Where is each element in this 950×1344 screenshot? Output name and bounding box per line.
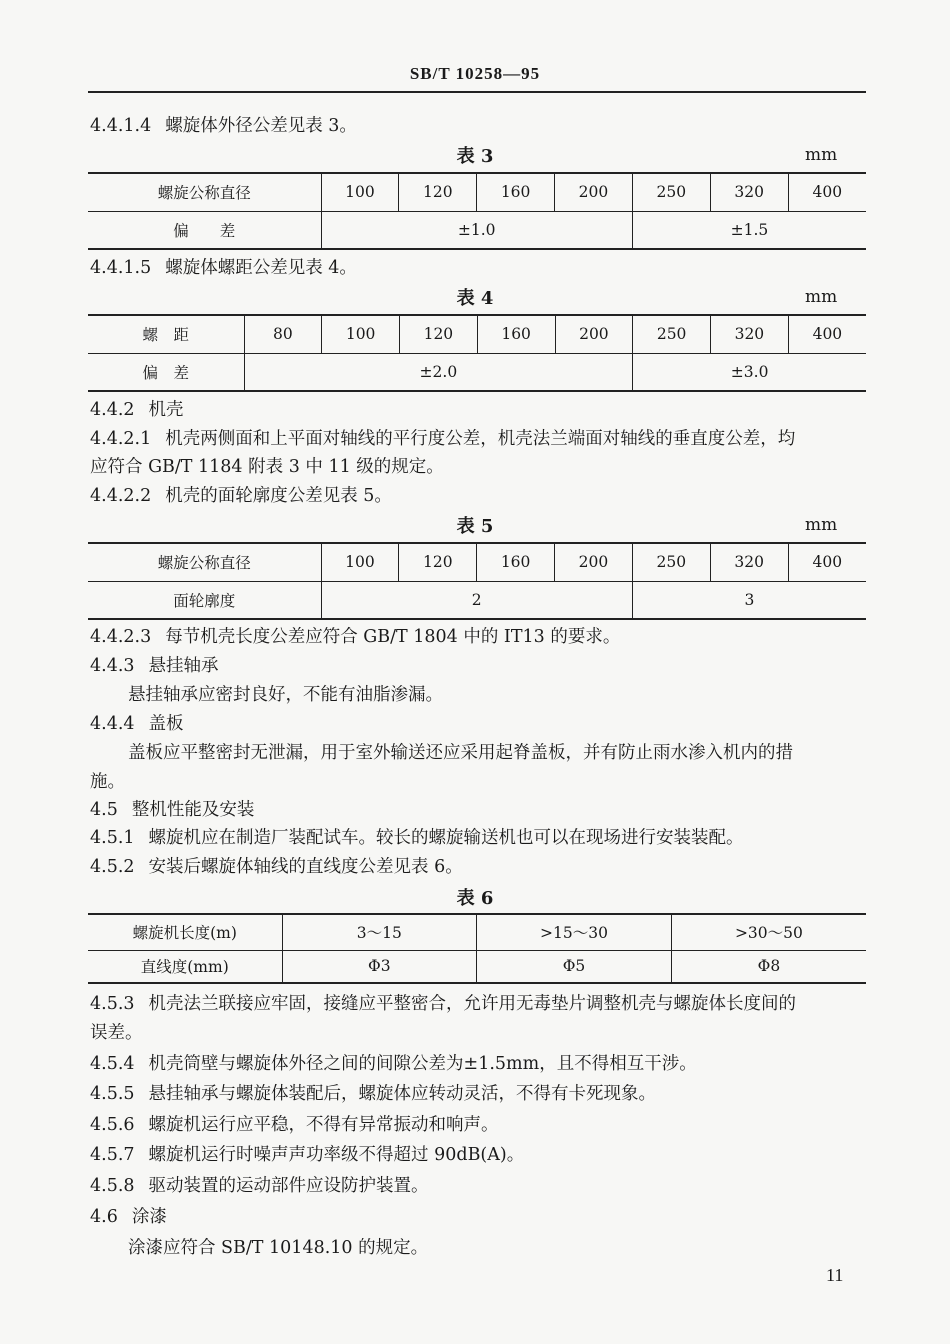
clause-text: 每节机壳长度公差应符合 GB/T 1804 中的 IT13 的要求。 [165,627,621,647]
table-cell: 100 [321,543,399,581]
row-label: 螺旋公称直径 [88,543,321,581]
clause-4-5-7 [90,1144,524,1166]
clause-text: 机壳法兰联接应牢固，接缝应平整密合，允许用无毒垫片调整机壳与螺旋体长度间的 [148,994,797,1014]
table-cell: 250 [632,173,710,211]
clause-4-4-3-body: 悬挂轴承应密封良好，不能有油脂渗漏。 [128,685,443,705]
table-cell: ±1.0 [321,211,632,249]
table-6-caption: 表 6 [456,888,494,909]
table-5 [88,542,866,620]
clause-text: 盖板 [148,714,184,734]
clause-number: 4.5 [90,800,118,820]
table-row [88,950,866,983]
clause-4-5-2 [90,856,463,878]
table-cell: 3 [632,581,866,619]
table-cell: 400 [788,543,866,581]
table-cell: 160 [477,543,555,581]
clause-4-4-2 [90,399,184,421]
table-cell: 400 [788,173,866,211]
table-6 [88,913,866,984]
table-4-unit: mm [805,287,838,307]
clause-text: 机壳的面轮廓度公差见表 5。 [165,486,392,506]
clause-text: 悬挂轴承 [148,656,219,676]
row-label: 面轮廓度 [88,581,321,619]
clause-4-4-4-body-cont: 施。 [90,772,125,792]
clause-text: 机壳 [148,400,184,420]
clause-number: 4.4.2.3 [90,627,152,647]
table-row [88,581,866,619]
clause-4-5-3 [90,993,796,1015]
clause-4-6-body: 涂漆应符合 SB/T 10148.10 的规定。 [128,1238,429,1258]
table-row [88,211,866,249]
clause-text: 机壳两侧面和上平面对轴线的平行度公差，机壳法兰端面对轴线的垂直度公差，均 [165,429,796,449]
table-cell: Φ8 [671,950,866,983]
clause-4-4-4 [90,713,184,735]
clause-text: 整机性能及安装 [131,800,255,820]
row-label: 偏 差 [88,211,321,249]
table-3 [88,172,866,250]
clause-number: 4.4.4 [90,714,135,734]
clause-4-4-1-5 [90,257,357,279]
clause-number: 4.4.2 [90,400,135,420]
clause-number: 4.5.4 [90,1054,135,1074]
clause-text: 驱动装置的运动部件应设防护装置。 [148,1176,429,1196]
clause-4-4-1-4 [90,115,357,137]
clause-4-5-8 [90,1175,429,1197]
clause-text: 机壳筒壁与螺旋体外径之间的间隙公差为±1.5mm，且不得相互干涉。 [148,1054,697,1074]
row-label: 螺旋公称直径 [88,173,321,211]
table-cell: 320 [710,173,788,211]
clause-text: 螺旋机应在制造厂装配试车。较长的螺旋输送机也可以在现场进行安装装配。 [148,828,744,848]
table-cell: 200 [555,543,633,581]
table-cell: 160 [477,315,555,353]
clause-text: 螺旋体外径公差见表 3。 [165,116,357,136]
clause-number: 4.5.2 [90,857,135,877]
row-label: 螺旋机长度(m) [88,914,282,950]
table-cell: Φ3 [282,950,477,983]
table-cell: Φ5 [477,950,672,983]
clause-number: 4.4.3 [90,656,135,676]
table-cell: 200 [555,173,633,211]
table-cell: 400 [788,315,866,353]
row-label: 直线度(mm) [88,950,282,983]
table-4-caption: 表 4 [456,288,494,309]
table-row [88,173,866,211]
clause-text: 螺旋体螺距公差见表 4。 [165,258,357,278]
clause-number: 4.4.1.4 [90,116,152,136]
clause-number: 4.6 [90,1207,118,1227]
table-cell: >30～50 [671,914,866,950]
clause-number: 4.5.6 [90,1115,135,1135]
table-cell: ±3.0 [633,353,866,391]
clause-text: 螺旋机运行时噪声声功率级不得超过 90dB(A)。 [148,1145,525,1165]
clause-4-4-3 [90,655,219,677]
row-label: 偏 差 [88,353,244,391]
clause-4-5-4 [90,1053,697,1075]
table-cell: 80 [244,315,322,353]
table-cell: 100 [322,315,400,353]
clause-4-5-6 [90,1114,499,1136]
clause-4-4-2-3 [90,626,620,648]
clause-4-4-4-body: 盖板应平整密封无泄漏，用于室外输送还应采用起脊盖板，并有防止雨水渗入机内的措 [128,743,793,763]
clause-4-4-2-1-cont: 应符合 GB/T 1184 附表 3 中 11 级的规定。 [90,457,444,477]
clause-number: 4.4.2.1 [90,429,152,449]
table-cell: 200 [555,315,633,353]
table-4 [88,314,866,392]
clause-number: 4.4.2.2 [90,486,152,506]
clause-text: 螺旋机运行应平稳，不得有异常振动和响声。 [148,1115,499,1135]
clause-number: 4.5.5 [90,1084,135,1104]
row-label: 螺 距 [88,315,244,353]
clause-4-5-1 [90,827,744,849]
table-5-unit: mm [805,515,838,535]
clause-number: 4.4.1.5 [90,258,152,278]
clause-text: 悬挂轴承与螺旋体装配后，螺旋体应转动灵活，不得有卡死现象。 [148,1084,657,1104]
table-cell: 120 [399,543,477,581]
table-3-caption: 表 3 [456,146,494,167]
header-rule [88,91,866,93]
clause-4-4-2-1 [90,428,795,450]
table-3-unit: mm [805,145,838,165]
clause-4-5 [90,799,254,821]
clause-text: 涂漆 [131,1207,167,1227]
clause-number: 4.5.1 [90,828,135,848]
table-cell: 120 [399,173,477,211]
table-cell: 3～15 [282,914,477,950]
clause-4-5-3-cont: 误差。 [90,1023,143,1043]
table-row [88,353,866,391]
table-cell: 250 [632,543,710,581]
table-5-caption: 表 5 [456,516,494,537]
clause-4-6 [90,1206,167,1228]
table-cell: 320 [710,543,788,581]
table-row [88,914,866,950]
standard-header: SB/T 10258—95 [409,64,541,83]
page-number: 11 [826,1265,844,1285]
table-cell: 2 [321,581,632,619]
clause-4-4-2-2 [90,485,392,507]
table-cell: 160 [477,173,555,211]
table-row [88,315,866,353]
table-cell: 120 [400,315,478,353]
table-cell: 250 [633,315,711,353]
table-cell: 320 [711,315,789,353]
clause-text: 安装后螺旋体轴线的直线度公差见表 6。 [148,857,463,877]
table-cell: >15～30 [477,914,672,950]
table-cell: ±1.5 [632,211,866,249]
clause-number: 4.5.3 [90,994,135,1014]
clause-number: 4.5.8 [90,1176,135,1196]
table-cell: 100 [321,173,399,211]
table-row [88,543,866,581]
clause-number: 4.5.7 [90,1145,135,1165]
clause-4-5-5 [90,1083,656,1105]
table-cell: ±2.0 [244,353,633,391]
